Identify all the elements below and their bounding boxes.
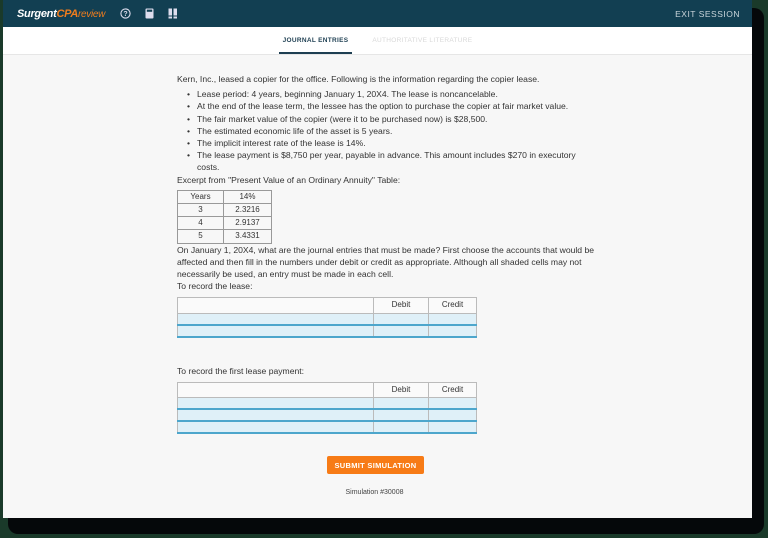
pv-header-rate: 14% — [224, 190, 272, 203]
account-select[interactable] — [178, 409, 374, 421]
account-select[interactable] — [178, 398, 374, 410]
fact-item: • Lease period: 4 years, beginning January 1, 20X4. The lease is noncancelable. — [197, 88, 597, 100]
table-row — [178, 217, 272, 230]
account-header — [178, 382, 374, 397]
top-bar — [3, 0, 752, 27]
pv-cell: 5 — [178, 230, 224, 243]
logo-cpa: CPA — [56, 7, 78, 20]
fact-item: • The implicit interest rate of the lease is 14%. — [197, 137, 597, 149]
table-row — [178, 409, 477, 421]
tab-bar — [3, 27, 752, 55]
table-row — [178, 313, 477, 325]
journal-table-lease — [177, 297, 477, 337]
logo-text: Surgent — [17, 7, 57, 20]
exit-session-button[interactable]: EXIT SESSION — [675, 8, 740, 19]
tab-journal-entries[interactable]: JOURNAL ENTRIES — [271, 27, 361, 54]
svg-text:?: ? — [122, 11, 128, 18]
fact-item: • At the end of the lease term, the lessee has the option to purchase the copier at fair market value. — [197, 100, 597, 112]
account-select[interactable] — [178, 325, 374, 337]
pv-cell: 3.4331 — [224, 230, 272, 243]
credit-input[interactable] — [429, 409, 477, 421]
pv-cell: 2.3216 — [224, 204, 272, 217]
spreadsheet-icon[interactable] — [167, 8, 179, 20]
credit-header: Credit — [429, 298, 477, 313]
debit-header: Debit — [374, 298, 429, 313]
table-row — [178, 398, 477, 410]
pv-cell: 4 — [178, 217, 224, 230]
logo-review: review — [77, 8, 106, 20]
table-row — [178, 204, 272, 217]
debit-input[interactable] — [374, 313, 429, 325]
entry-label-lease: To record the lease: — [177, 281, 253, 292]
table-row — [178, 421, 477, 433]
calculator-icon[interactable] — [143, 8, 155, 20]
debit-input[interactable] — [374, 421, 429, 433]
table-row — [178, 230, 272, 243]
help-icon[interactable] — [119, 8, 131, 20]
table-row — [178, 325, 477, 337]
tab-authoritative-literature[interactable]: AUTHORITATIVE LITERATURE — [372, 37, 473, 44]
facts-list — [177, 88, 597, 173]
journal-table-payment — [177, 382, 477, 434]
question-text: On January 1, 20X4, what are the journal entries that must be made? First choose the accounts that would be affected and then fill in the numbers under debit or credit as appropriate. Although all shaded cells may not necessarily be used, an entry must be made in each cell. — [177, 244, 595, 280]
debit-input[interactable] — [374, 398, 429, 410]
credit-header: Credit — [429, 382, 477, 397]
fact-item: • The fair market value of the copier (were it to be purchased now) is $28,500. — [197, 113, 597, 125]
credit-input[interactable] — [429, 325, 477, 337]
simulation-number: Simulation #30008 — [345, 489, 404, 496]
submit-simulation-button[interactable]: SUBMIT SIMULATION — [327, 456, 424, 474]
logo — [17, 8, 105, 20]
debit-input[interactable] — [374, 325, 429, 337]
excerpt-title: Excerpt from "Present Value of an Ordinary Annuity" Table: — [177, 174, 401, 185]
problem-intro: Kern, Inc., leased a copier for the office. Following is the information regarding the copier lease. — [177, 74, 540, 84]
fact-item: • The lease payment is $8,750 per year, payable in advance. This amount includes $270 in executory costs. — [197, 149, 597, 173]
account-select[interactable] — [178, 313, 374, 325]
account-select[interactable] — [178, 421, 374, 433]
problem-content — [177, 73, 597, 434]
pv-cell: 2.9137 — [224, 217, 272, 230]
credit-input[interactable] — [429, 421, 477, 433]
debit-input[interactable] — [374, 409, 429, 421]
pv-cell: 3 — [178, 204, 224, 217]
debit-header: Debit — [374, 382, 429, 397]
pv-table — [177, 190, 272, 244]
fact-item: • The estimated economic life of the asset is 5 years. — [197, 125, 597, 137]
entry-label-payment: To record the first lease payment: — [177, 365, 305, 376]
credit-input[interactable] — [429, 313, 477, 325]
credit-input[interactable] — [429, 398, 477, 410]
pv-header-years: Years — [178, 190, 224, 203]
account-header — [178, 298, 374, 313]
